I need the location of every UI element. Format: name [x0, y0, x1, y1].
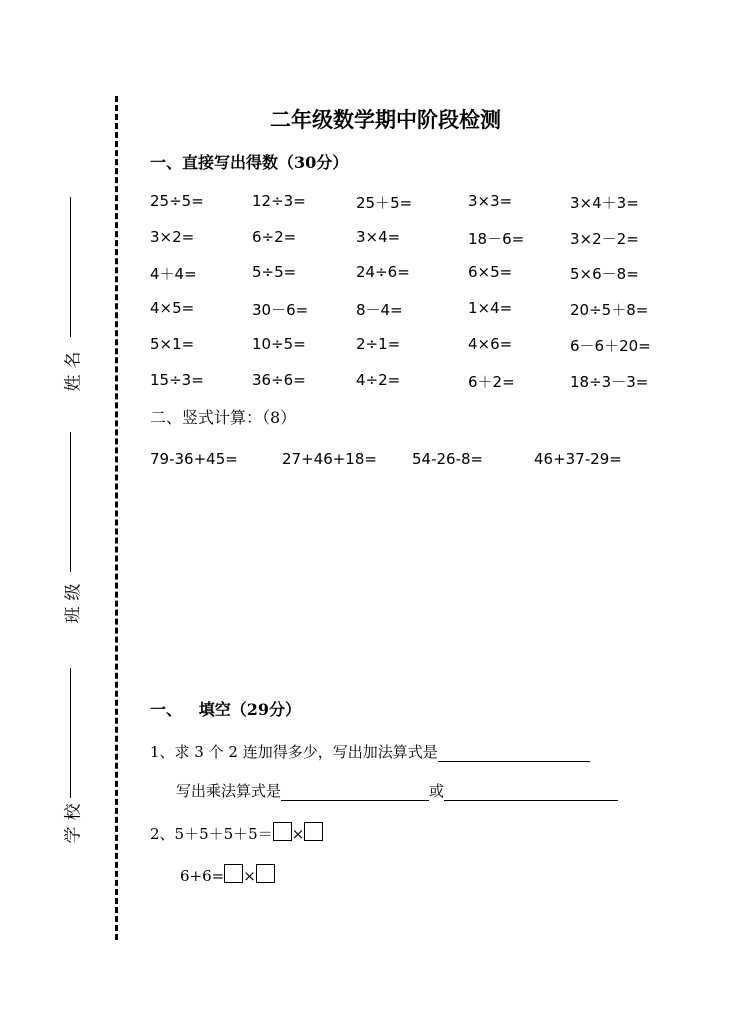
section3-heading: 一、 填空（29分） — [150, 700, 301, 719]
answer-box[interactable] — [256, 864, 275, 883]
oral-calc-problem: 4＋4= — [150, 265, 197, 283]
oral-calc-problem: 3×2－2= — [570, 230, 639, 248]
times-sign: × — [291, 825, 305, 843]
oral-calc-problem: 4÷2= — [356, 371, 401, 389]
name-write-line[interactable] — [70, 197, 71, 337]
oral-calc-problem: 24÷6= — [356, 263, 410, 281]
question-2-line-1 — [150, 822, 323, 844]
oral-calc-problem: 10÷5= — [252, 335, 306, 353]
question-2-line-2 — [180, 864, 275, 885]
oral-calc-problem: 12÷3= — [252, 192, 306, 210]
oral-calc-problem: 4×6= — [468, 335, 513, 353]
binding-dashed-line — [115, 96, 118, 940]
section2-heading: 二、竖式计算：（8） — [150, 408, 297, 427]
oral-calc-problem: 20÷5＋8= — [570, 301, 649, 319]
school-write-line[interactable] — [70, 668, 71, 798]
oral-calc-problem: 25÷5= — [150, 192, 204, 210]
question-1-multiply-text: 写出乘法算式是 — [176, 782, 282, 800]
question-2-line-2-text: 6+6= — [180, 867, 225, 885]
question-2-text: 2、5＋5＋5＋5＝ — [150, 825, 273, 843]
oral-calc-problem: 3×4= — [356, 228, 401, 246]
or-text: 或 — [429, 782, 445, 800]
vertical-calc-problem: 79-36+45= — [150, 450, 238, 468]
oral-calc-problem: 5÷5= — [252, 263, 297, 281]
vertical-calc-problem: 46+37-29= — [534, 450, 622, 468]
oral-calc-problem: 1×4= — [468, 299, 513, 317]
class-label: 班级 — [63, 577, 84, 624]
addition-answer-blank[interactable] — [438, 745, 590, 762]
times-sign: × — [243, 867, 256, 885]
oral-calc-problem: 30－6= — [252, 301, 309, 319]
oral-calc-problem: 3×2= — [150, 228, 195, 246]
oral-calc-problem: 4×5= — [150, 299, 195, 317]
oral-calc-problem: 3×4＋3= — [570, 194, 639, 212]
oral-calc-problem: 6－6＋20= — [570, 337, 651, 355]
oral-calc-problem: 6÷2= — [252, 228, 297, 246]
oral-calc-problem: 25＋5= — [356, 194, 413, 212]
answer-box[interactable] — [273, 822, 292, 841]
oral-calc-problem: 6×5= — [468, 263, 513, 281]
multiply-answer-blank-2[interactable] — [444, 784, 618, 801]
oral-calc-problem: 18－6= — [468, 230, 525, 248]
multiply-answer-blank-1[interactable] — [281, 784, 429, 801]
oral-calc-problem: 8－4= — [356, 301, 403, 319]
oral-calc-problem: 15÷3= — [150, 371, 204, 389]
oral-calc-problem: 5×6－8= — [570, 265, 639, 283]
section1-heading: 一、直接写出得数（30分） — [150, 153, 349, 172]
question-1-text: 1、求 3 个 2 连加得多少，写出加法算式是 — [150, 743, 438, 761]
oral-calc-problem: 3×3= — [468, 192, 513, 210]
vertical-calc-problem: 54-26-8= — [412, 450, 484, 468]
name-label: 姓名 — [63, 345, 84, 392]
oral-calc-problem: 2÷1= — [356, 335, 401, 353]
answer-box[interactable] — [224, 864, 243, 883]
question-1-line-1 — [150, 741, 590, 762]
oral-calc-problem: 5×1= — [150, 335, 195, 353]
school-label: 学校 — [63, 797, 84, 844]
vertical-calc-problem: 27+46+18= — [282, 450, 377, 468]
class-write-line[interactable] — [70, 432, 71, 572]
question-1-line-2 — [176, 780, 618, 801]
oral-calc-problem: 6＋2= — [468, 373, 515, 391]
answer-box[interactable] — [304, 822, 323, 841]
oral-calc-problem: 36÷6= — [252, 371, 306, 389]
oral-calc-problem: 18÷3－3= — [570, 373, 649, 391]
page-title: 二年级数学期中阶段检测 — [270, 107, 501, 132]
